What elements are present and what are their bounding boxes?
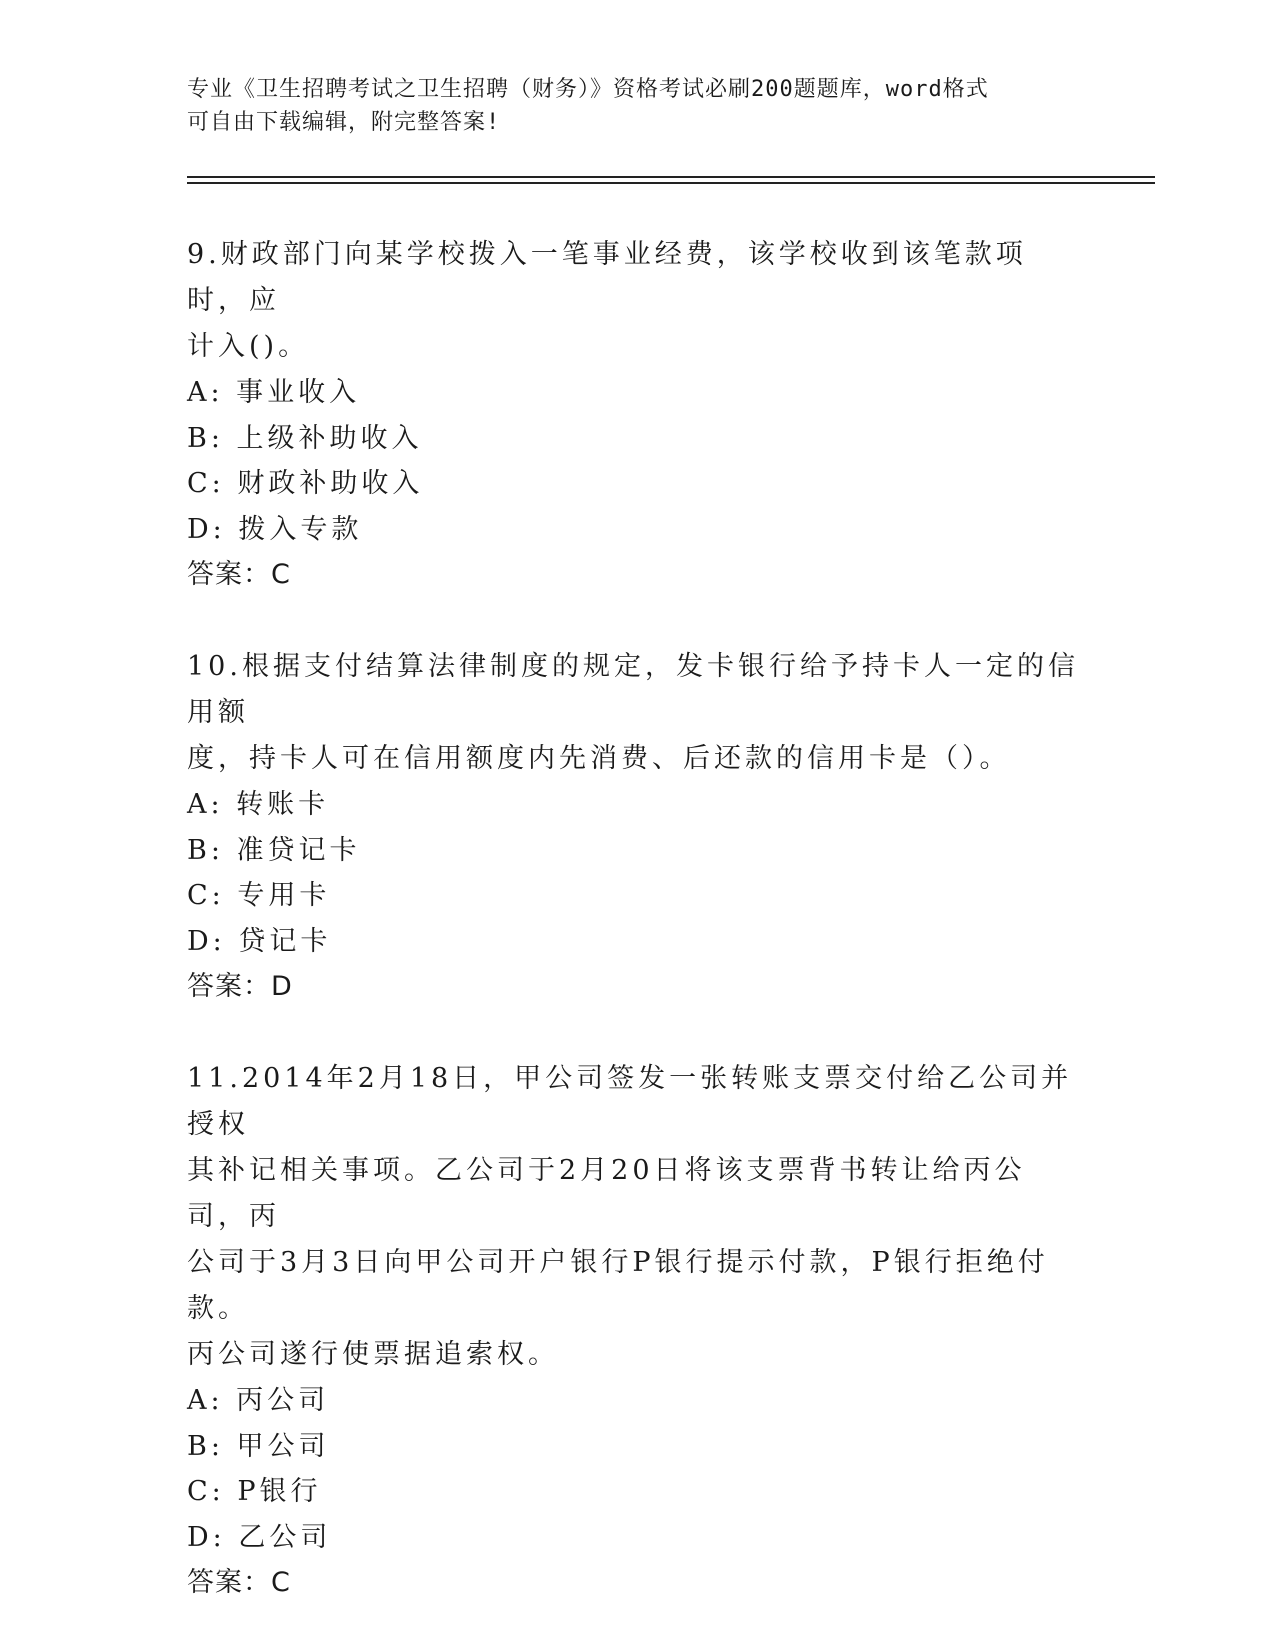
header-line-1: 专业《卫生招聘考试之卫生招聘（财务）》资格考试必刷200题题库，word格式 [187, 77, 989, 102]
question-stem-line: 公司于3月3日向甲公司开户银行P银行提示付款，P银行拒绝付款。 [187, 1247, 1049, 1324]
option-c: C: P银行 [187, 1476, 322, 1507]
question-stem-line: 9.财政部门向某学校拨入一笔事业经费，该学校收到该笔款项时，应 [187, 239, 1027, 316]
header-divider-top [187, 176, 1155, 178]
answer-line: 答案：C [187, 1567, 291, 1598]
answer-line: 答案：D [187, 971, 293, 1002]
option-d: D: 乙公司 [187, 1521, 332, 1553]
option-d: D: 贷记卡 [187, 925, 332, 957]
option-a: A: 事业收入 [187, 377, 361, 408]
question-stem-line: 度，持卡人可在信用额度内先消费、后还款的信用卡是（）。 [187, 743, 1011, 774]
option-a: A: 丙公司 [187, 1385, 330, 1416]
question-block [187, 232, 1087, 598]
answer-line: 答案：C [187, 559, 291, 590]
question-list [187, 232, 1087, 1652]
question-stem-line: 计入()。 [187, 331, 310, 362]
option-c: C: 财政补助收入 [187, 468, 424, 499]
header-line-2: 可自由下载编辑，附完整答案! [187, 110, 501, 135]
question-stem-line: 10.根据支付结算法律制度的规定，发卡银行给予持卡人一定的信用额 [187, 651, 1079, 728]
option-d: D: 拨入专款 [187, 513, 363, 545]
option-b: B: 甲公司 [187, 1430, 330, 1462]
option-b: B: 上级补助收入 [187, 422, 423, 454]
option-c: C: 专用卡 [187, 880, 331, 911]
question-block [187, 644, 1087, 1010]
header-divider-bottom [187, 182, 1155, 184]
question-stem-line: 丙公司遂行使票据追索权。 [187, 1339, 559, 1370]
question-block [187, 1056, 1087, 1606]
question-stem-line: 11.2014年2月18日，甲公司签发一张转账支票交付给乙公司并授权 [187, 1063, 1073, 1140]
document-header [187, 73, 1067, 139]
option-a: A: 转账卡 [187, 789, 330, 820]
question-stem-line: 其补记相关事项。乙公司于2月20日将该支票背书转让给丙公司，丙 [187, 1155, 1026, 1232]
option-b: B: 准贷记卡 [187, 834, 361, 866]
